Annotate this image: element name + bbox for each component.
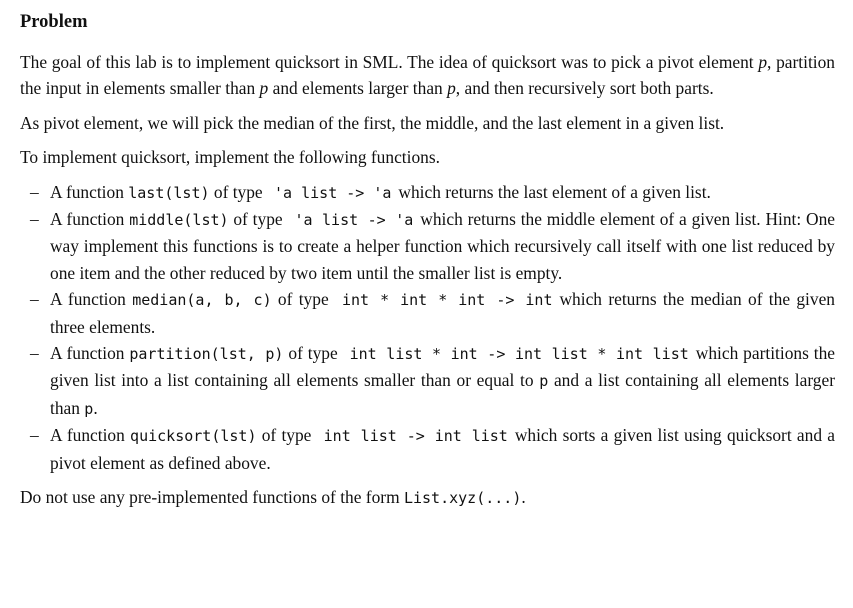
function-type: 'a list -> 'a [294, 211, 414, 230]
function-type: 'a list -> 'a [274, 183, 392, 202]
list-item-quicksort [20, 422, 835, 476]
function-list [20, 179, 835, 476]
item-prefix: A function [50, 343, 130, 364]
implement-paragraph: To implement quicksort, implement the following functions. [20, 147, 440, 168]
list-item-middle [20, 206, 835, 286]
item-description: which sorts a given list using quicksort and a pivot element as defined above. [50, 425, 835, 473]
footer-text: Do not use any pre-implemented functions of the form [20, 487, 404, 508]
item-prefix: A function [50, 209, 130, 230]
math-p: p [259, 78, 269, 99]
item-description: which partitions the given list into a list containing all elements smaller than or equal to [50, 343, 836, 391]
section-heading: Problem [20, 12, 88, 32]
footer-paragraph [20, 484, 835, 511]
function-name: quicksort(lst) [130, 427, 257, 446]
function-type: int list -> int list [323, 427, 508, 446]
code-p: p [539, 372, 549, 391]
item-of-type: of type [209, 181, 268, 202]
intro-paragraph [20, 49, 835, 102]
function-name: median(a, b, c) [132, 291, 272, 310]
item-of-type: of type [271, 289, 335, 310]
math-p: p [447, 78, 456, 99]
function-name: partition(lst, p) [129, 345, 284, 364]
item-description: and a list containing all elements larger than [50, 370, 836, 418]
pivot-paragraph: As pivot element, we will pick the median of the first, the middle, and the last element in a given list. [20, 112, 725, 133]
function-type: int list * int -> int list * int list [349, 345, 689, 364]
item-description: which returns the last element of a given list. [398, 181, 711, 202]
item-description: . [93, 397, 98, 418]
list-item-median [20, 286, 835, 340]
function-name: last(lst) [128, 183, 210, 202]
function-type: int * int * int -> int [342, 291, 553, 310]
function-name: middle(lst) [129, 211, 229, 230]
item-of-type: of type [256, 425, 317, 446]
footer-end: . [521, 487, 526, 508]
math-p: p [758, 52, 768, 72]
intro-text-2: , partition the input in elements smaller than [20, 52, 836, 99]
list-item-last [20, 179, 835, 206]
intro-text-1: The goal of this lab is to implement quicksort in SML. The idea of quicksort was to pick a pivot element [20, 52, 759, 72]
intro-text-3: and elements larger than [268, 78, 448, 99]
footer-code: List.xyz(...) [403, 489, 522, 508]
item-prefix: A function [50, 289, 133, 310]
item-of-type: of type [228, 209, 288, 230]
intro-text-4: , and then recursively sort both parts. [455, 78, 714, 99]
list-item-partition [20, 340, 835, 422]
item-prefix: A function [50, 425, 131, 446]
item-prefix: A function [50, 181, 129, 202]
item-of-type: of type [283, 343, 343, 364]
item-description: which returns the middle element of a given list. Hint: One way implement this functions is to create a helper function which recursively call itself with one list reduced by one item and the other reduced by two item until the smaller list is empty. [50, 209, 836, 283]
item-description: which returns the median of the given three elements. [50, 289, 835, 337]
code-p: p [84, 399, 94, 418]
